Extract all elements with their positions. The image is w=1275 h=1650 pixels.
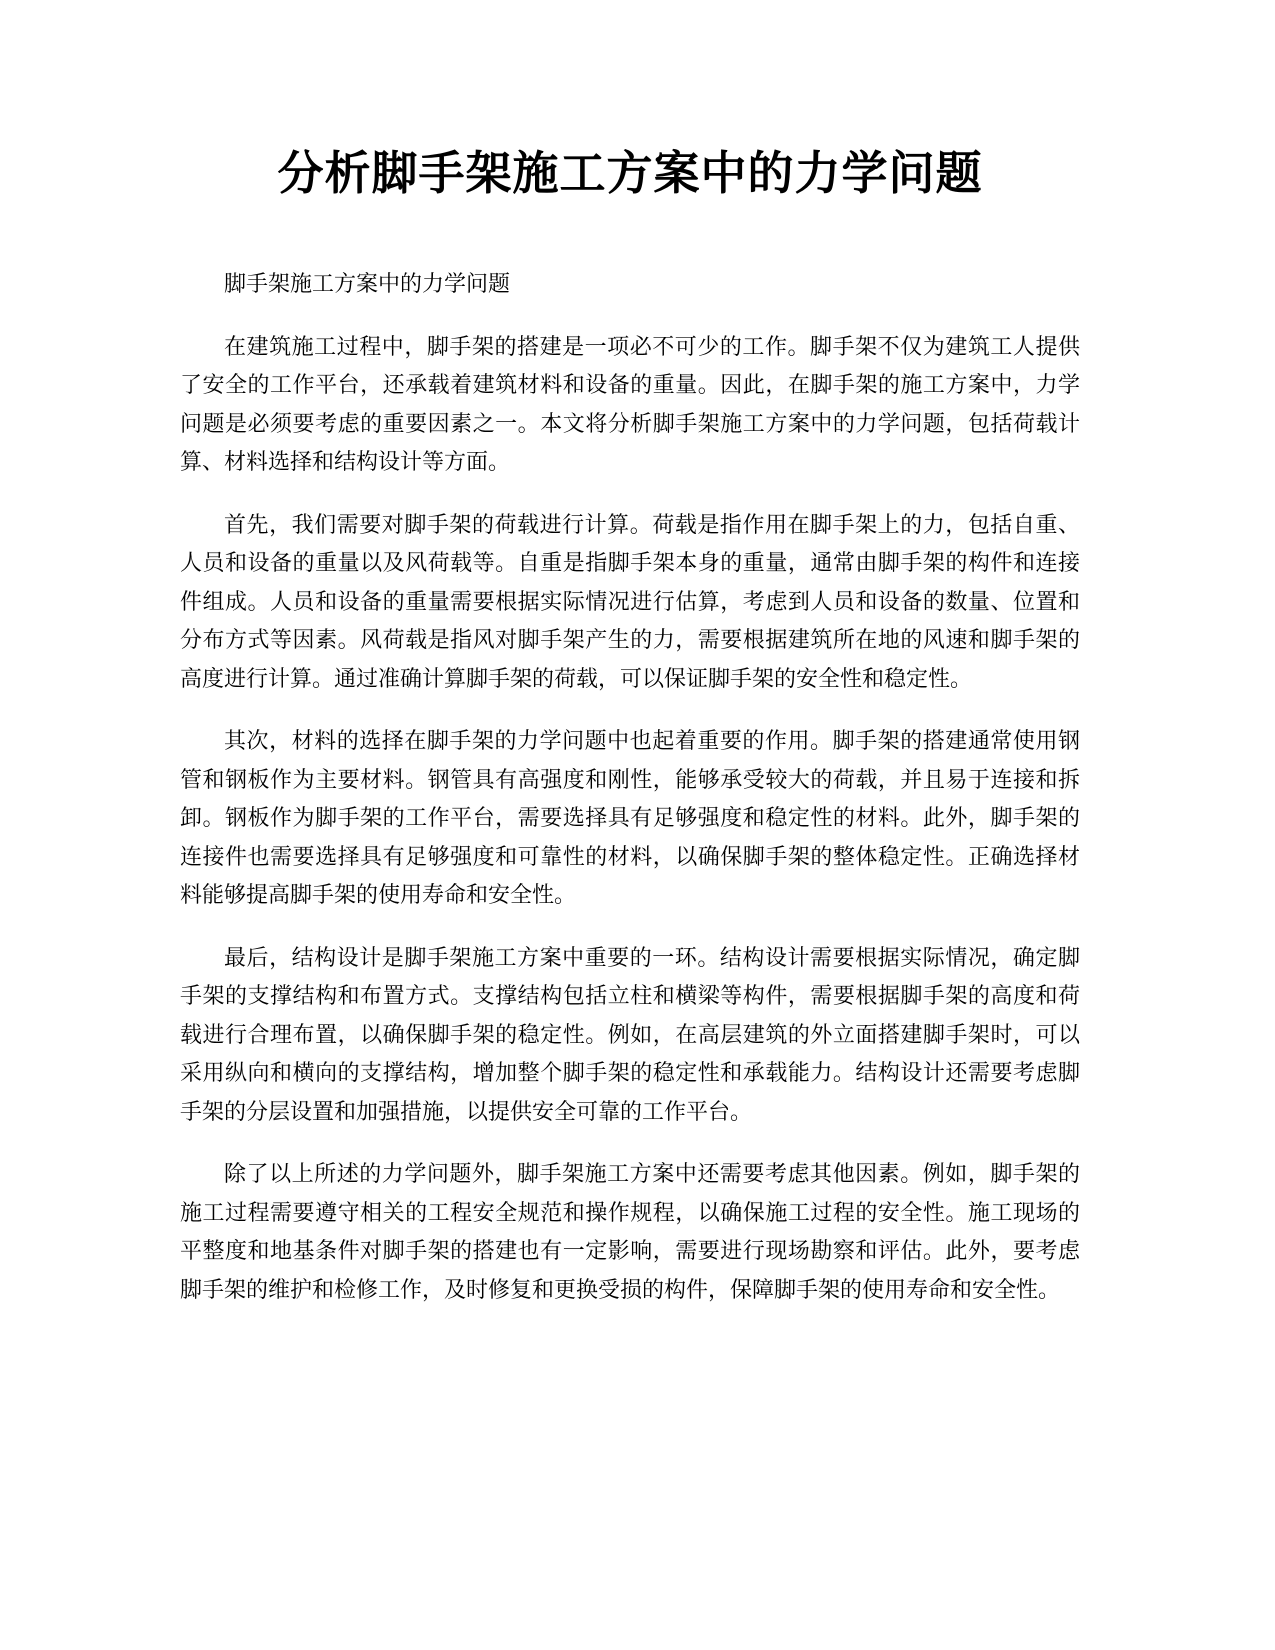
document-page xyxy=(180,130,1080,1334)
paragraph-intro: 在建筑施工过程中，脚手架的搭建是一项必不可少的工作。脚手架不仅为建筑工人提供了安全的工作平台，还承载着建筑材料和设备的重量。因此，在脚手架的施工方案中，力学问题是必须要考虑的重要因素之一。本文将分析脚手架施工方案中的力学问题，包括荷载计算、材料选择和结构设计等方面。 xyxy=(180,334,1080,475)
paragraph-structural-design: 最后，结构设计是脚手架施工方案中重要的一环。结构设计需要根据实际情况，确定脚手架的支撑结构和布置方式。支撑结构包括立柱和横梁等构件，需要根据脚手架的高度和荷载进行合理布置，以确保脚手架的稳定性。例如，在高层建筑的外立面搭建脚手架时，可以采用纵向和横向的支撑结构，增加整个脚手架的稳定性和承载能力。结构设计还需要考虑脚手架的分层设置和加强措施，以提供安全可靠的工作平台。 xyxy=(180,945,1080,1125)
paragraph-material-selection: 其次，材料的选择在脚手架的力学问题中也起着重要的作用。脚手架的搭建通常使用钢管和钢板作为主要材料。钢管具有高强度和刚性，能够承受较大的荷载，并且易于连接和拆卸。钢板作为脚手架的工作平台，需要选择具有足够强度和稳定性的材料。此外，脚手架的连接件也需要选择具有足够强度和可靠性的材料，以确保脚手架的整体稳定性。正确选择材料能够提高脚手架的使用寿命和安全性。 xyxy=(180,729,1080,908)
paragraph-other-factors: 除了以上所述的力学问题外，脚手架施工方案中还需要考虑其他因素。例如，脚手架的施工过程需要遵守相关的工程安全规范和操作规程，以确保施工过程的安全性。施工现场的平整度和地基条件对脚手架的搭建也有一定影响，需要进行现场勘察和评估。此外，要考虑脚手架的维护和检修工作，及时修复和更换受损的构件，保障脚手架的使用寿命和安全性。 xyxy=(180,1162,1080,1303)
paragraph-load-calculation: 首先，我们需要对脚手架的荷载进行计算。荷载是指作用在脚手架上的力，包括自重、人员和设备的重量以及风荷载等。自重是指脚手架本身的重量，通常由脚手架的构件和连接件组成。人员和设备的重量需要根据实际情况进行估算，考虑到人员和设备的数量、位置和分布方式等因素。风荷载是指风对脚手架产生的力，需要根据建筑所在地的风速和脚手架的高度进行计算。通过准确计算脚手架的荷载，可以保证脚手架的安全性和稳定性。 xyxy=(180,512,1080,692)
document-subtitle: 脚手架施工方案中的力学问题 xyxy=(224,272,511,297)
document-title: 分析脚手架施工方案中的力学问题 xyxy=(277,146,983,200)
